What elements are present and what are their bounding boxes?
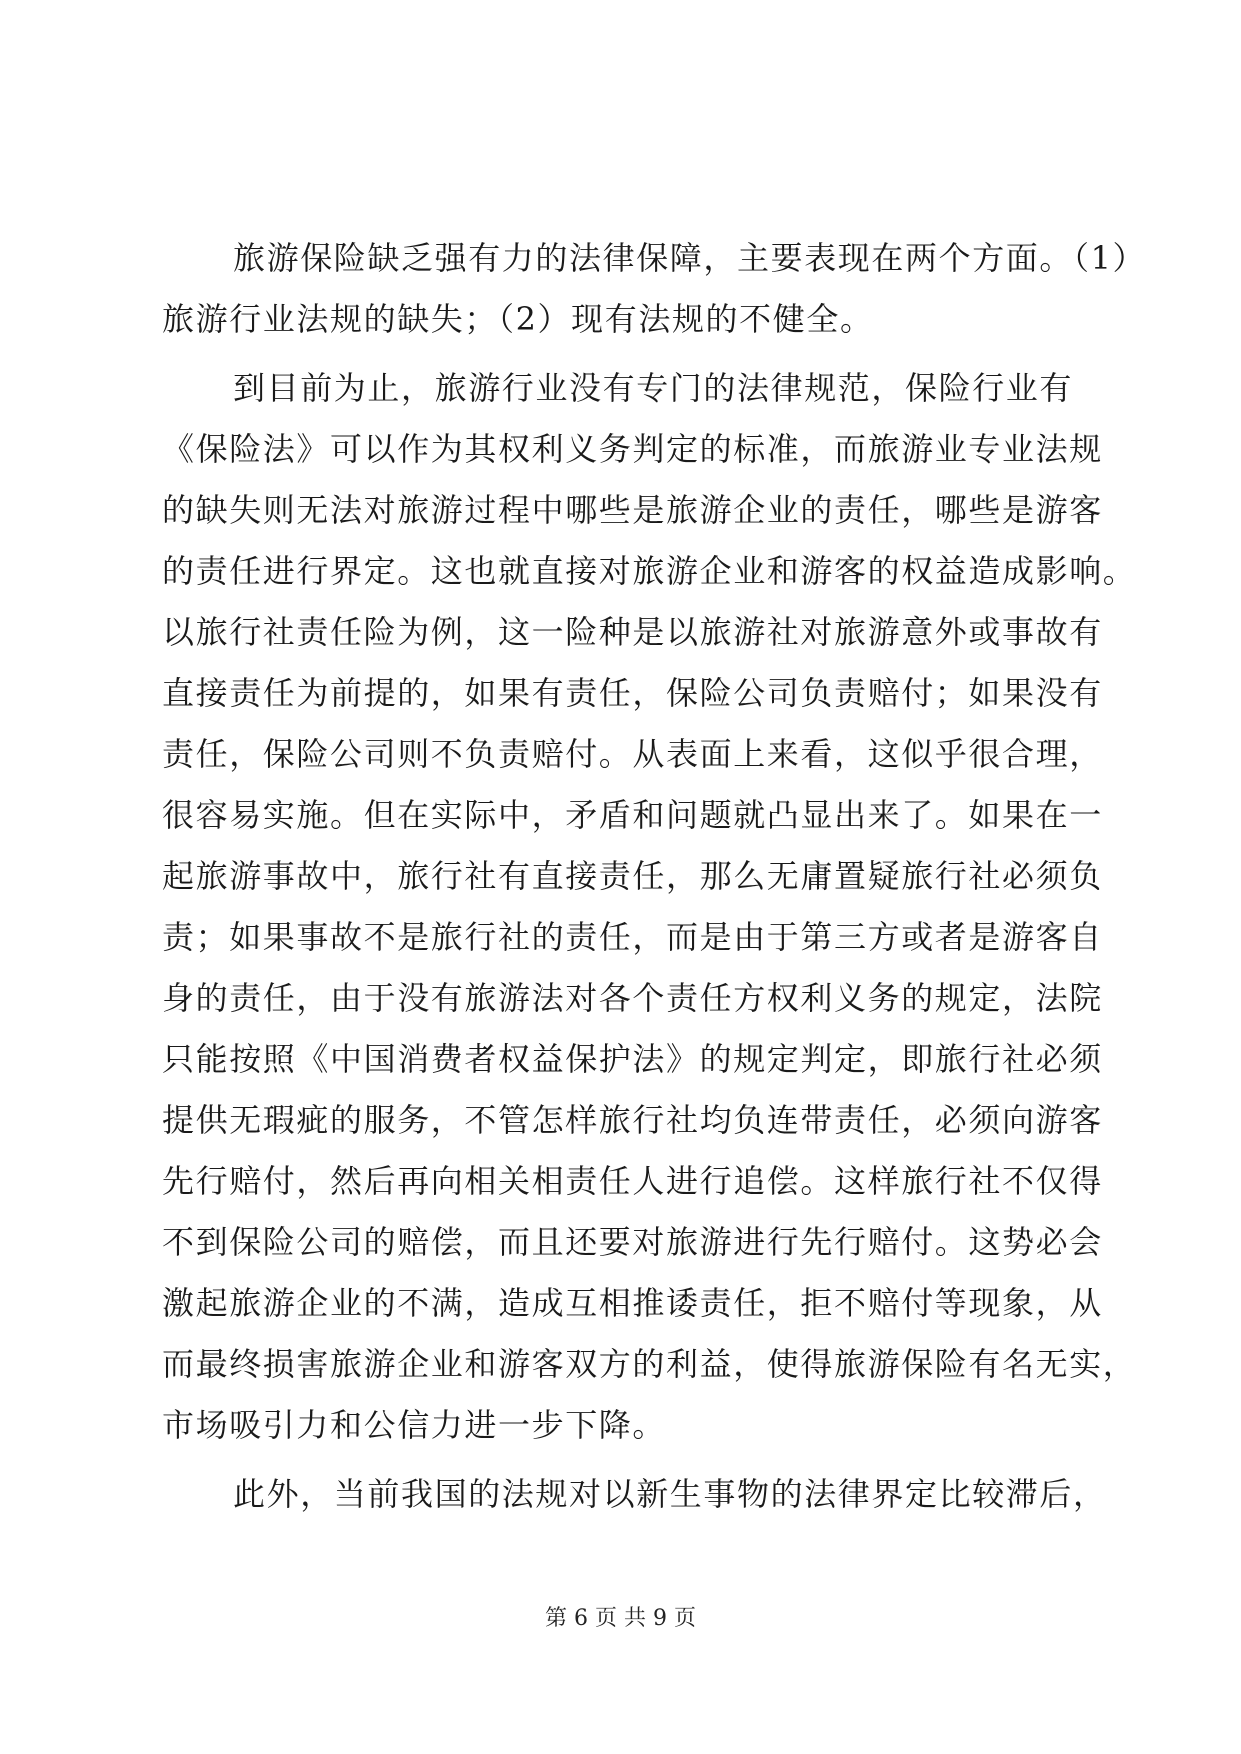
text-line: 很容易实施。但在实际中，矛盾和问题就凸显出来了。如果在一 — [162, 796, 1103, 834]
text-line: 身的责任，由于没有旅游法对各个责任方权利义务的规定，法院 — [162, 979, 1103, 1017]
text-line: 先行赔付，然后再向相关相责任人进行追偿。这样旅行社不仅得 — [162, 1162, 1103, 1200]
text-line: 而最终损害旅游企业和游客双方的利益，使得旅游保险有名无实， — [162, 1345, 1137, 1383]
text-line: 提供无瑕疵的服务，不管怎样旅行社均负连带责任，必须向游客 — [162, 1101, 1103, 1139]
page-number: 第 6 页 共 9 页 — [545, 1606, 696, 1631]
text-line: 只能按照《中国消费者权益保护法》的规定判定，即旅行社必须 — [162, 1040, 1103, 1078]
text-line: 旅游保险缺乏强有力的法律保障，主要表现在两个方面。（1） — [233, 239, 1147, 277]
text-line: 旅游行业法规的缺失；（2）现有法规的不健全。 — [162, 300, 874, 338]
text-line: 以旅行社责任险为例，这一险种是以旅游社对旅游意外或事故有 — [162, 613, 1103, 651]
text-line: 责；如果事故不是旅行社的责任，而是由于第三方或者是游客自 — [162, 918, 1103, 956]
text-line: 市场吸引力和公信力进一步下降。 — [162, 1406, 667, 1444]
text-line: 到目前为止，旅游行业没有专门的法律规范，保险行业有 — [233, 369, 1074, 407]
page-footer — [0, 1604, 1241, 1634]
body-text — [162, 228, 1147, 1525]
paragraph — [162, 358, 1137, 1456]
paragraph — [162, 1464, 1112, 1525]
text-line: 的缺失则无法对旅游过程中哪些是旅游企业的责任，哪些是游客 — [162, 491, 1103, 529]
text-line: 直接责任为前提的，如果有责任，保险公司负责赔付；如果没有 — [162, 674, 1103, 712]
text-line: 的责任进行界定。这也就直接对旅游企业和游客的权益造成影响。 — [162, 552, 1137, 590]
paragraph — [162, 228, 1147, 350]
text-line: 《保险法》可以作为其权利义务判定的标准，而旅游业专业法规 — [162, 430, 1103, 468]
text-line: 责任，保险公司则不负责赔付。从表面上来看，这似乎很合理， — [162, 735, 1103, 773]
text-line: 起旅游事故中，旅行社有直接责任，那么无庸置疑旅行社必须负 — [162, 857, 1103, 895]
text-line: 不到保险公司的赔偿，而且还要对旅游进行先行赔付。这势必会 — [162, 1223, 1103, 1261]
text-line: 此外，当前我国的法规对以新生事物的法律界定比较滞后， — [233, 1475, 1107, 1513]
text-line: 激起旅游企业的不满，造成互相推诿责任，拒不赔付等现象，从 — [162, 1284, 1103, 1322]
